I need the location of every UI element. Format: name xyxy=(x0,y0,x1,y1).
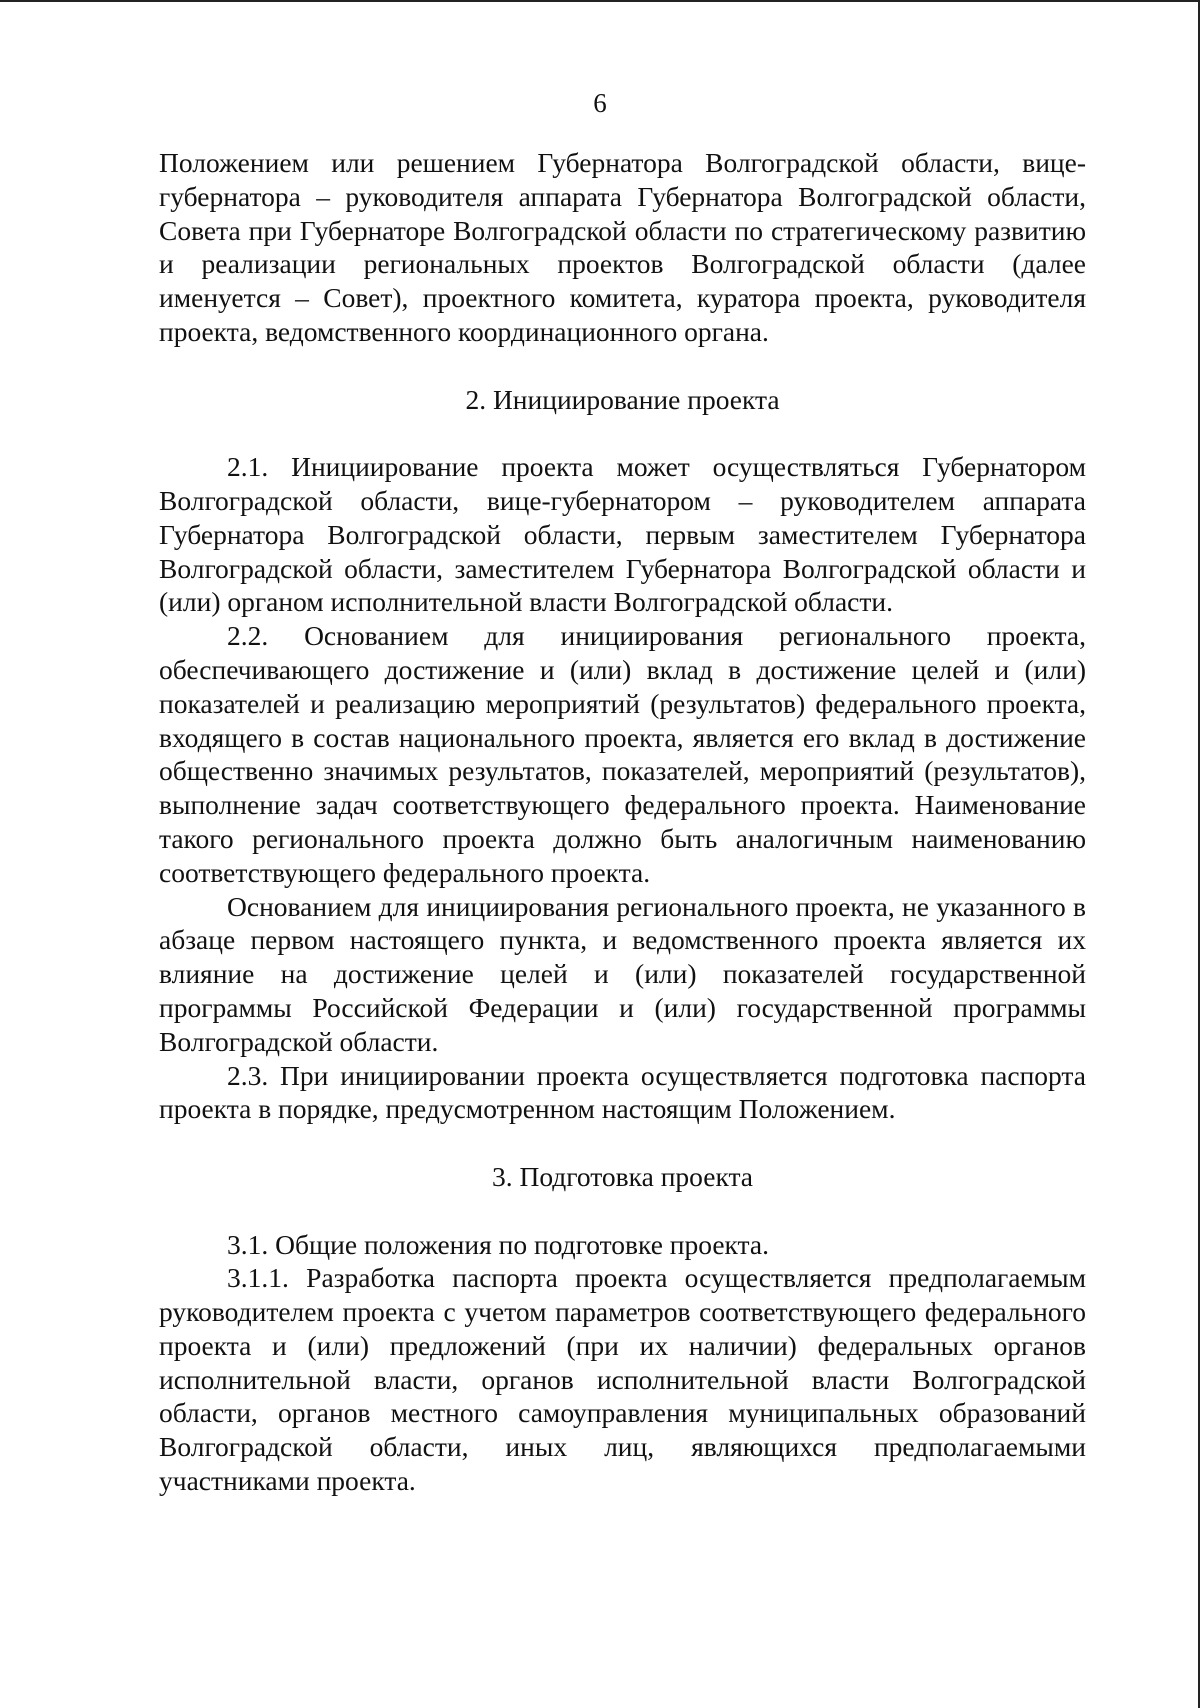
document-body xyxy=(159,146,1086,1498)
paragraph-2-2-second: Основанием для инициирования регионального проекта, не указанного в абзаце первом настоящего пункта, и ведомственного проекта является их влияние на достижение целей и (или) показателей государственной программы Российской Федерации и (или) государственной программы Волгоградской области. xyxy=(159,890,1086,1057)
spacer xyxy=(159,349,1086,383)
section-heading-3: 3. Подготовка проекта xyxy=(491,1160,754,1192)
paragraph-intro: Положением или решением Губернатора Волгоградской области, вице-губернатора – руководителя аппарата Губернатора Волгоградской области, Совета при Губернаторе Волгоградской области по стратегическому развитию и реализации региональных проектов Волгоградской области (далее именуется – Совет), проектного комитета, куратора проекта, руководителя проекта, ведомственного координационного органа. xyxy=(159,147,1086,347)
spacer xyxy=(159,416,1086,450)
paragraph-2-1: 2.1. Инициирование проекта может осуществляться Губернатором Волгоградской области, вице-губернатором – руководителем аппарата Губернатора Волгоградской области, первым заместителем Губернатора Волгоградской области, заместителем Губернатора Волгоградской области и (или) органом исполнительной власти Волгоградской области. xyxy=(159,451,1086,618)
page-number: 6 xyxy=(593,88,607,118)
section-heading-2: 2. Инициирование проекта xyxy=(465,383,780,415)
paragraph-3-1-1: 3.1.1. Разработка паспорта проекта осуществляется предполагаемым руководителем проекта с учетом параметров соответствующего федерального проекта и (или) предложений (при их наличии) федеральных органов исполнительной власти, органов исполнительной власти Волгоградской области, органов местного самоуправления муниципальных образований Волгоградской области, иных лиц, являющихся предполагаемыми участниками проекта. xyxy=(159,1262,1086,1497)
paragraph-2-2: 2.2. Основанием для инициирования регионального проекта, обеспечивающего достижение и (или) вклад в достижение целей и (или) показателей и реализацию мероприятий (результатов) федерального проекта, входящего в состав национального проекта, является его вклад в достижение общественно значимых результатов, показателей, мероприятий (результатов), выполнение задач соответствующего федерального проекта. Наименование такого регионального проекта должно быть аналогичным наименованию соответствующего федерального проекта. xyxy=(159,620,1086,888)
paragraph-3-1: 3.1. Общие положения по подготовке проекта. xyxy=(227,1228,769,1260)
spacer xyxy=(159,1126,1086,1160)
spacer xyxy=(159,1194,1086,1228)
paragraph-2-3: 2.3. При инициировании проекта осуществляется подготовка паспорта проекта в порядке, предусмотренном настоящим Положением. xyxy=(159,1059,1086,1125)
